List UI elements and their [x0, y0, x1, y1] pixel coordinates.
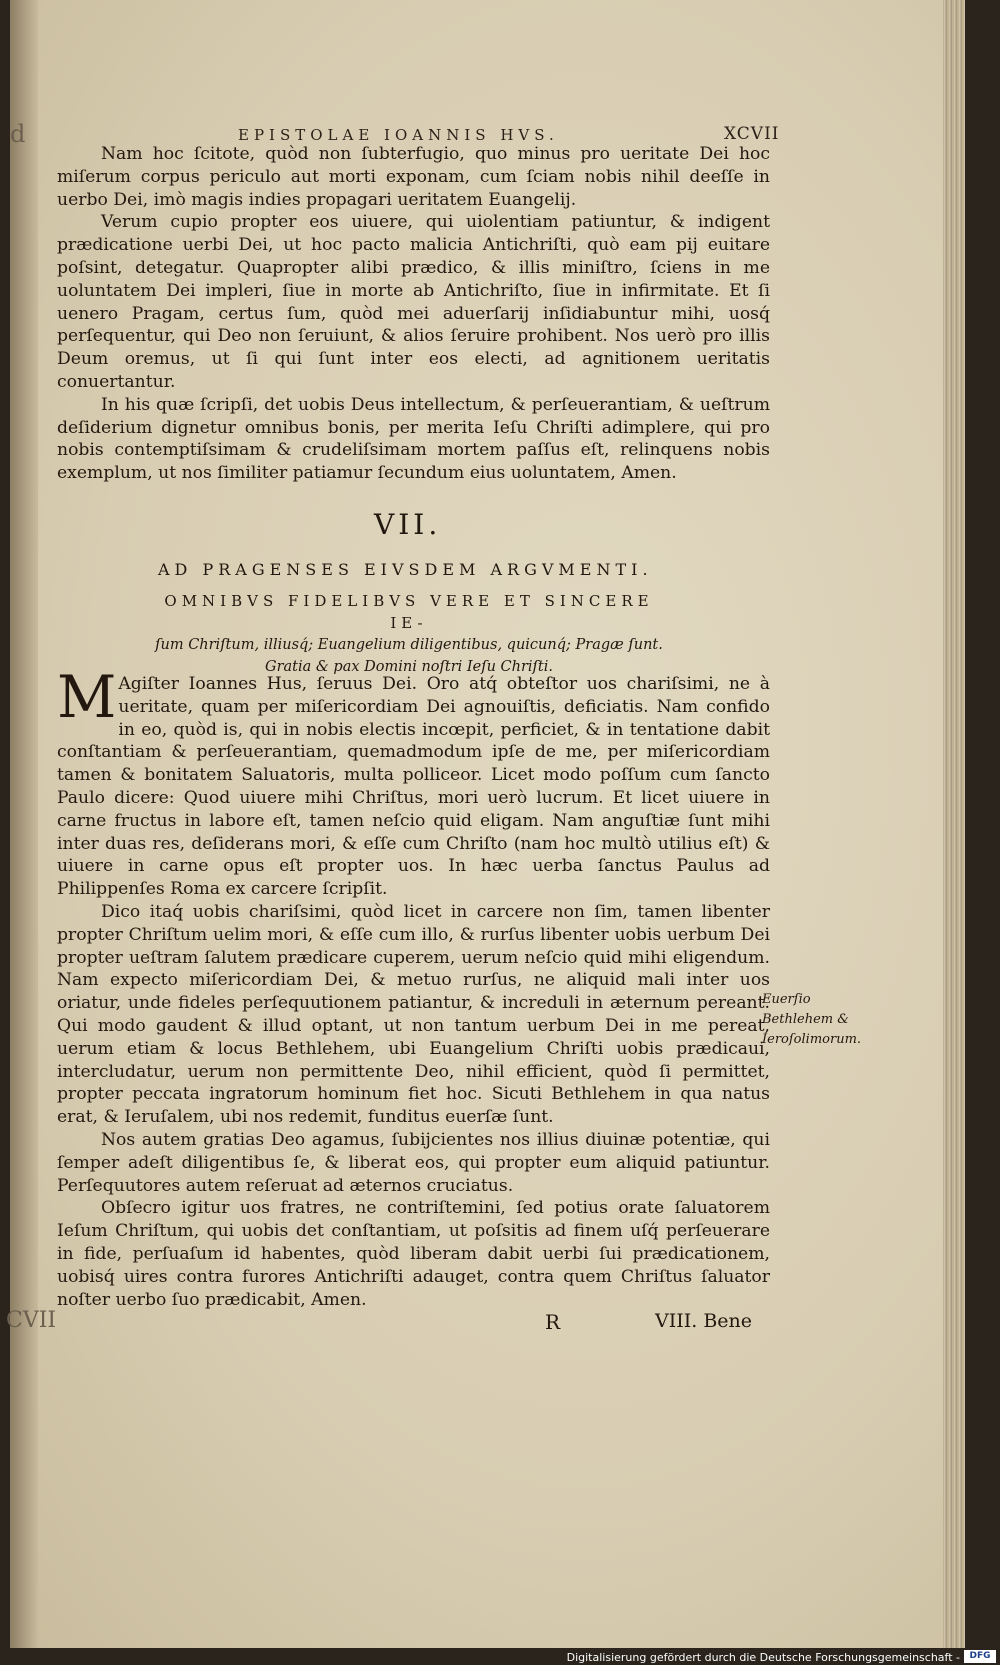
address-caps: OMNIBVS FIDELIBVS VERE ET SINCERE IE-: [164, 592, 654, 632]
bleed-through-bottom: CVII: [6, 1308, 57, 1333]
paragraph-text: Agiſter Ioannes Hus, ſeruus Dei. Oro atq́ obteſtor uos chariſsimi, ne à ueritate, quam per miſericordiam Dei agnouiſtis, deficiatis. Nam confido in eo, quòd is, qui in nobis electis incœpit, perficiet, & in tentatione dabit conſtantiam & perſeuerantiam, quemadmodum ipſe de me, per miſericordiam tamen & bonitatem Saluatoris, multa polliceor. Licet modo poſſum cum ſancto Paulo dicere: Quod uiuere mihi Chriſtus, mori uerò lucrum. Et licet uiuere in carne fructus in labore eſt, tamen neſcio quid eligam. Nam anguſtiæ ſunt mihi inter duas res, deſiderans mori, & eſſe cum Chriſto (nam hoc multò utilius eſt) & uiuere in carne opus eſt propter uos. In hæc uerba ſanctus Paulus ad Philippenſes Roma ex carcere ſcripſit.: [57, 674, 770, 900]
catchword: VIII. Bene: [655, 1310, 753, 1332]
book-page: [6, 0, 965, 1648]
dfg-logo: DFG: [964, 1650, 996, 1663]
running-head: EPISTOLAE IOANNIS HVS.: [238, 126, 559, 144]
paragraph: In his quæ ſcripſi, det uobis Deus intellectum, & perſeuerantiam, & ueſtrum deſiderium dignetur omnibus bonis, per merita Ieſu Chriſti adimplere, qui pro nobis contemptiſsimam & crudeliſsimam mortem paſſus eſt, relinquens nobis exemplum, ut nos ſimiliter patiamur ſecundum eius uoluntatem, Amen.: [57, 394, 770, 484]
paragraph: Nam hoc ſcitote, quòd non ſubterfugio, quo minus pro ueritate Dei hoc miſerum corpus periculo aut morti exponam, cum ſciam nobis nihil deeſſe in uerbo Dei, imò magis indies propagari ueritatem Euangelij.: [57, 144, 770, 210]
bleed-through-top: d: [10, 120, 26, 148]
paragraph: Nos autem gratias Deo agamus, ſubijcientes nos illius diuinæ potentiæ, qui ſemper adeſt diligentibus ſe, & liberat eos, qui propter eum aliquid patiuntur. Perſequutores autem reſeruat ad æternos cruciatus.: [57, 1129, 770, 1196]
folio-number: XCVII: [724, 124, 780, 144]
marginal-note: Euerſio Bethlehem & Ieroſolimorum.: [762, 992, 862, 1047]
paragraph: Obſecro igitur uos fratres, ne contriſtemini, ſed potius orate ſaluatorem Ieſum Chriſtum, qui uobis det conſtantiam, ut poſsitis ad finem uſq́ perſeuerare in fide, perſuaſum id habentes, quòd liberam dabit uerbi ſui prædicationem, uobisq́ uires contra furores Antichriſti adauget, contra quem Chriſtus ſaluator noſter uerbo ſuo prædicabit, Amen.: [57, 1198, 770, 1310]
letter-vi-end: [57, 143, 770, 485]
drop-cap: M: [57, 663, 117, 731]
paragraph: Verum cupio propter eos uiuere, qui uiolentiam patiuntur, & indigent prædicatione uerbi Dei, ut hoc pacto malicia Antichriſti, quò eam pij euitare poſsint, detegatur. Quapropter alibi prædico, & illis miniſtro, ſciens in me uoluntatem Dei impleri, ſiue in morte ab Antichriſto, ſiue in infirmitate. Et ſi uenero Pragam, certus ſum, quòd mei aduerſarij inſidiabuntur mihi, uosq́ perſequentur, qui Deo non ſeruiunt, & alios ſeruire prohibent. Nos uerò pro illis Deum oremus, ut ſi qui ſunt inter eos electi, ad agnitionem ueritatis conuertantur.: [57, 212, 770, 392]
digitization-credit: Digitalisierung gefördert durch die Deutsche Forschungsgemeinschaft -: [566, 1651, 960, 1664]
page-edges: [943, 0, 965, 1648]
binding-gutter: [10, 0, 38, 1648]
paragraph-first: [57, 663, 770, 901]
letter-number: VII.: [374, 508, 442, 541]
address-rest: ſum Chriſtum, illiusq́; Euangelium diligentibus, quicunq́; Pragæ ſunt. Gratia & pax Domini noſtri Ieſu Chriſti.: [155, 637, 663, 675]
letter-vii-body: [57, 663, 770, 1311]
letter-title: AD PRAGENSES EIVSDEM ARGVMENTI.: [158, 560, 653, 579]
letter-address: [144, 590, 674, 678]
signature-mark: R: [545, 1310, 561, 1334]
paragraph: Dico itaq́ uobis chariſsimi, quòd licet in carcere non ſim, tamen libenter propter Chriſtum uelim mori, & eſſe cum illo, & rurſus libenter uobis uerbum Dei propter ueſtram ſalutem prædicare cuperem, uerum neſcio quid mihi eligendum. Nam expecto miſericordiam Dei, & metuo rurſus, ne aliquid mali inter uos oriatur, unde fideles perſequutionem patiantur, & increduli in æternum pereant. Qui modo gaudent & illud optant, ut non tantum uerbum Dei in me pereat, uerum etiam & locus Bethlehem, ubi Euangelium Chriſti uobis prædicaui, intercludatur, uerum non permittente Deo, nihil efficient, quòd ſi permittet, propter peccata ingratorum hominum fiet hoc. Sicuti Bethlehem in qua natus erat, & Ieruſalem, ubi nos redemit, funditus euerſæ ſunt.: [57, 901, 770, 1128]
